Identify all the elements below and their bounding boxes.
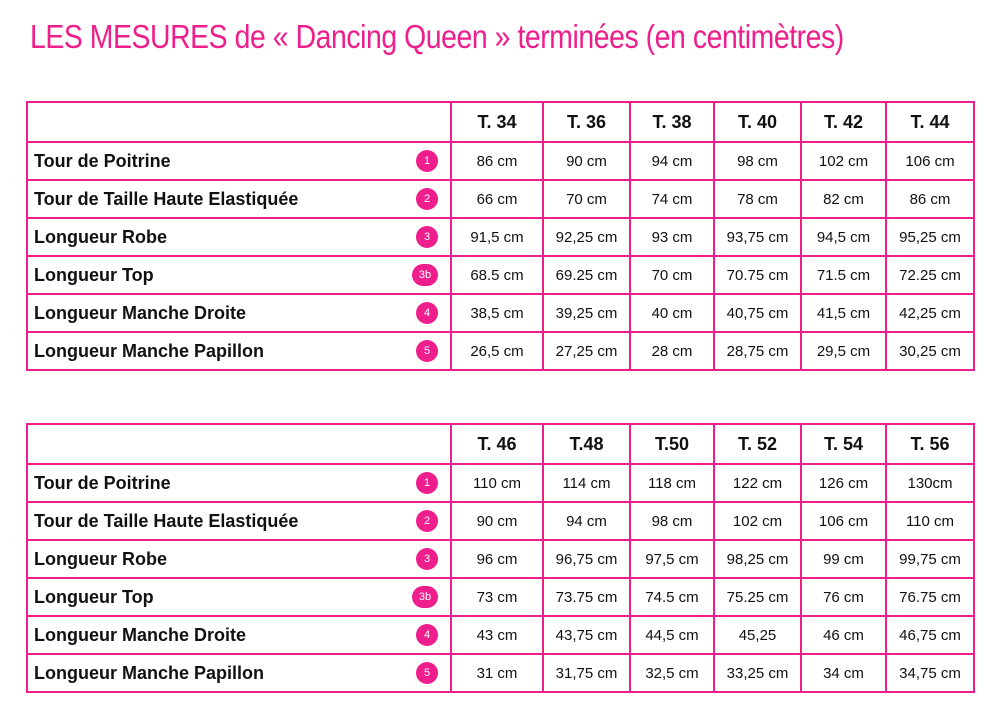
measure-cell: 98 cm [630, 502, 714, 540]
table-row [27, 464, 974, 502]
measure-number-badge: 2 [416, 188, 438, 210]
size-header: T.50 [630, 424, 714, 464]
measure-cell: 74.5 cm [630, 578, 714, 616]
measure-cell: 122 cm [714, 464, 801, 502]
measure-cell: 98,25 cm [714, 540, 801, 578]
measure-cell: 106 cm [886, 142, 974, 180]
size-header: T. 36 [543, 102, 630, 142]
row-label: Longueur Robe [34, 549, 167, 569]
row-label-cell [27, 540, 451, 578]
row-label: Tour de Taille Haute Elastiquée [34, 511, 299, 531]
measure-cell: 95,25 cm [886, 218, 974, 256]
measure-cell: 86 cm [451, 142, 543, 180]
measure-cell: 93 cm [630, 218, 714, 256]
table-row [27, 180, 974, 218]
size-table-2 [26, 423, 975, 693]
measure-cell: 30,25 cm [886, 332, 974, 370]
measure-cell: 41,5 cm [801, 294, 886, 332]
size-header: T. 54 [801, 424, 886, 464]
measure-cell: 90 cm [451, 502, 543, 540]
size-header: T. 42 [801, 102, 886, 142]
size-header: T. 56 [886, 424, 974, 464]
row-label: Longueur Top [34, 587, 154, 607]
row-label-cell [27, 294, 451, 332]
row-label-cell [27, 654, 451, 692]
header-row [27, 424, 974, 464]
measure-cell: 34 cm [801, 654, 886, 692]
measure-cell: 40,75 cm [714, 294, 801, 332]
measure-number-badge: 3b [412, 586, 438, 608]
size-header: T. 34 [451, 102, 543, 142]
measure-number-badge: 5 [416, 662, 438, 684]
measure-cell: 99 cm [801, 540, 886, 578]
measure-cell: 99,75 cm [886, 540, 974, 578]
measure-cell: 28,75 cm [714, 332, 801, 370]
measure-cell: 75.25 cm [714, 578, 801, 616]
row-label: Tour de Poitrine [34, 151, 171, 171]
size-header: T. 44 [886, 102, 974, 142]
page-title: LES MESURES de « Dancing Queen » terminées (en centimètres) [30, 18, 844, 55]
measure-cell: 44,5 cm [630, 616, 714, 654]
row-label: Tour de Taille Haute Elastiquée [34, 189, 299, 209]
header-row [27, 102, 974, 142]
measure-cell: 31 cm [451, 654, 543, 692]
table-row [27, 294, 974, 332]
measure-cell: 96 cm [451, 540, 543, 578]
size-header: T.48 [543, 424, 630, 464]
measure-cell: 93,75 cm [714, 218, 801, 256]
row-label-cell [27, 256, 451, 294]
measure-cell: 126 cm [801, 464, 886, 502]
measure-cell: 45,25 [714, 616, 801, 654]
row-label: Tour de Poitrine [34, 473, 171, 493]
measure-cell: 39,25 cm [543, 294, 630, 332]
table-row [27, 616, 974, 654]
measure-cell: 29,5 cm [801, 332, 886, 370]
measure-number-badge: 3 [416, 226, 438, 248]
measure-cell: 94 cm [543, 502, 630, 540]
size-header: T. 52 [714, 424, 801, 464]
row-label: Longueur Top [34, 265, 154, 285]
measure-number-badge: 1 [416, 150, 438, 172]
measure-cell: 110 cm [886, 502, 974, 540]
row-label-cell [27, 218, 451, 256]
table-row [27, 654, 974, 692]
measure-cell: 26,5 cm [451, 332, 543, 370]
measure-cell: 28 cm [630, 332, 714, 370]
table-row [27, 332, 974, 370]
row-label: Longueur Manche Droite [34, 625, 247, 645]
measure-cell: 78 cm [714, 180, 801, 218]
measure-cell: 97,5 cm [630, 540, 714, 578]
measure-cell: 33,25 cm [714, 654, 801, 692]
row-label-cell [27, 464, 451, 502]
measure-cell: 27,25 cm [543, 332, 630, 370]
measure-cell: 73.75 cm [543, 578, 630, 616]
measure-number-badge: 3 [416, 548, 438, 570]
measure-number-badge: 5 [416, 340, 438, 362]
measure-cell: 71.5 cm [801, 256, 886, 294]
measure-cell: 72.25 cm [886, 256, 974, 294]
measure-cell: 31,75 cm [543, 654, 630, 692]
measure-cell: 82 cm [801, 180, 886, 218]
measure-cell: 42,25 cm [886, 294, 974, 332]
measure-cell: 70 cm [630, 256, 714, 294]
measure-cell: 40 cm [630, 294, 714, 332]
measure-cell: 98 cm [714, 142, 801, 180]
measure-cell: 43,75 cm [543, 616, 630, 654]
measure-cell: 74 cm [630, 180, 714, 218]
measure-cell: 118 cm [630, 464, 714, 502]
measure-cell: 114 cm [543, 464, 630, 502]
row-label-cell [27, 180, 451, 218]
measure-cell: 102 cm [801, 142, 886, 180]
measure-cell: 70.75 cm [714, 256, 801, 294]
table-row [27, 256, 974, 294]
measure-number-badge: 1 [416, 472, 438, 494]
measure-cell: 90 cm [543, 142, 630, 180]
row-label: Longueur Manche Droite [34, 303, 247, 323]
measure-cell: 46 cm [801, 616, 886, 654]
table-row [27, 540, 974, 578]
measure-cell: 46,75 cm [886, 616, 974, 654]
measure-cell: 102 cm [714, 502, 801, 540]
table-row [27, 578, 974, 616]
measure-cell: 43 cm [451, 616, 543, 654]
row-label-cell [27, 578, 451, 616]
size-header: T. 38 [630, 102, 714, 142]
measure-number-badge: 3b [412, 264, 438, 286]
size-header: T. 46 [451, 424, 543, 464]
table-row [27, 502, 974, 540]
measure-cell: 94,5 cm [801, 218, 886, 256]
measure-cell: 76 cm [801, 578, 886, 616]
measure-cell: 86 cm [886, 180, 974, 218]
row-label: Longueur Manche Papillon [34, 663, 265, 683]
measure-cell: 69.25 cm [543, 256, 630, 294]
measure-cell: 70 cm [543, 180, 630, 218]
measure-cell: 106 cm [801, 502, 886, 540]
measure-cell: 130cm [886, 464, 974, 502]
table-row [27, 218, 974, 256]
measure-cell: 110 cm [451, 464, 543, 502]
measure-number-badge: 4 [416, 624, 438, 646]
measure-cell: 34,75 cm [886, 654, 974, 692]
row-label-cell [27, 616, 451, 654]
measure-cell: 73 cm [451, 578, 543, 616]
row-label-cell [27, 502, 451, 540]
row-label-cell [27, 142, 451, 180]
row-label: Longueur Manche Papillon [34, 341, 265, 361]
measure-cell: 76.75 cm [886, 578, 974, 616]
measure-cell: 94 cm [630, 142, 714, 180]
measure-cell: 32,5 cm [630, 654, 714, 692]
measure-cell: 91,5 cm [451, 218, 543, 256]
measure-cell: 68.5 cm [451, 256, 543, 294]
size-header: T. 40 [714, 102, 801, 142]
size-table-1 [26, 101, 975, 371]
measure-cell: 96,75 cm [543, 540, 630, 578]
row-label: Longueur Robe [34, 227, 167, 247]
table-row [27, 142, 974, 180]
measure-cell: 38,5 cm [451, 294, 543, 332]
measure-cell: 66 cm [451, 180, 543, 218]
row-label-cell [27, 332, 451, 370]
measure-number-badge: 4 [416, 302, 438, 324]
header-blank-cell [27, 102, 451, 142]
measure-number-badge: 2 [416, 510, 438, 532]
measure-cell: 92,25 cm [543, 218, 630, 256]
header-blank-cell [27, 424, 451, 464]
